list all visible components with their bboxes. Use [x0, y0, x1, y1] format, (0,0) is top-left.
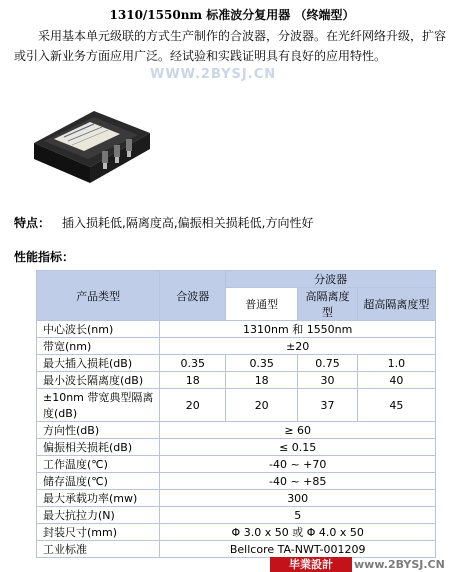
row-label: ±10nm 带宽典型隔离度(dB) — [37, 389, 160, 422]
row-value: 0.35 — [160, 355, 226, 372]
row-value: 0.75 — [298, 355, 358, 372]
row-value: 37 — [298, 389, 358, 422]
table-row — [37, 456, 436, 473]
row-value: ±20 — [160, 338, 436, 355]
table-row — [37, 490, 436, 507]
row-label: 储存温度(℃) — [37, 473, 160, 490]
table-row — [37, 473, 436, 490]
table-row — [37, 338, 436, 355]
spec-table — [36, 270, 436, 558]
row-label: 工业标准 — [37, 541, 160, 558]
features-label: 特点： — [14, 216, 51, 230]
row-value: 18 — [226, 372, 298, 389]
header-product-type: 产品类型 — [37, 271, 160, 321]
row-label: 工作温度(℃) — [37, 456, 160, 473]
performance-heading: 性能指标： — [14, 250, 75, 264]
table-row — [37, 372, 436, 389]
table-row — [37, 422, 436, 439]
row-value: 20 — [226, 389, 298, 422]
row-value: 0.35 — [226, 355, 298, 372]
row-label: 带宽(nm) — [37, 338, 160, 355]
header-splitter: 分波器 — [226, 271, 436, 288]
table-row — [37, 541, 436, 558]
row-label: 偏振相关损耗(dB) — [37, 439, 160, 456]
row-value: Φ 3.0 x 50 或 Φ 4.0 x 50 — [160, 524, 436, 541]
header-sub-normal: 普通型 — [226, 288, 298, 321]
watermark: WWW.2BYSJ.CN — [150, 67, 277, 82]
row-value: 1310nm 和 1550nm — [160, 321, 436, 338]
row-value: ≤ 0.15 — [160, 439, 436, 456]
row-value: 45 — [357, 389, 435, 422]
row-label: 最大抗拉力(N) — [37, 507, 160, 524]
row-value: 1.0 — [357, 355, 435, 372]
row-label: 方向性(dB) — [37, 422, 160, 439]
table-row — [37, 524, 436, 541]
header-sub-ultra: 超高隔离度型 — [357, 288, 435, 321]
footer-logo — [270, 557, 464, 572]
intro-paragraph: 采用基本单元级联的方式生产制作的合波器，分波器。在光纤网络升级，扩容或引入新业务方面应用广泛。经试验和实践证明具有良好的应用特性。 — [14, 29, 447, 63]
row-value: ≥ 60 — [160, 422, 436, 439]
row-value: -40 ~ +70 — [160, 456, 436, 473]
row-value: 18 — [160, 372, 226, 389]
row-value: 30 — [298, 372, 358, 389]
table-row — [37, 355, 436, 372]
table-row — [37, 507, 436, 524]
row-value: 5 — [160, 507, 436, 524]
table-row — [37, 389, 436, 422]
row-label: 最大插入损耗(dB) — [37, 355, 160, 372]
row-label: 封装尺寸(mm) — [37, 524, 160, 541]
footer-url: www.2BYSJ.CN — [354, 558, 445, 571]
row-label: 中心波长(nm) — [37, 321, 160, 338]
row-value: 20 — [160, 389, 226, 422]
row-value: 40 — [357, 372, 435, 389]
page-title: 1310/1550nm 标准波分复用器 （终端型） — [109, 8, 355, 22]
footer-brand: 毕業設計 — [270, 557, 352, 572]
row-value: Bellcore TA-NWT-001209 — [160, 541, 436, 558]
row-label: 最大承载功率(mw) — [37, 490, 160, 507]
header-sub-high: 高隔离度型 — [298, 288, 358, 321]
row-value: -40 ~ +85 — [160, 473, 436, 490]
table-row — [37, 439, 436, 456]
header-combiner: 合波器 — [160, 271, 226, 321]
product-image — [24, 103, 157, 204]
features-line — [14, 214, 313, 231]
row-label: 最小波长隔离度(dB) — [37, 372, 160, 389]
features-text: 插入损耗低,隔离度高,偏振相关损耗低,方向性好 — [62, 216, 314, 230]
table-row — [37, 321, 436, 338]
row-value: 300 — [160, 490, 436, 507]
